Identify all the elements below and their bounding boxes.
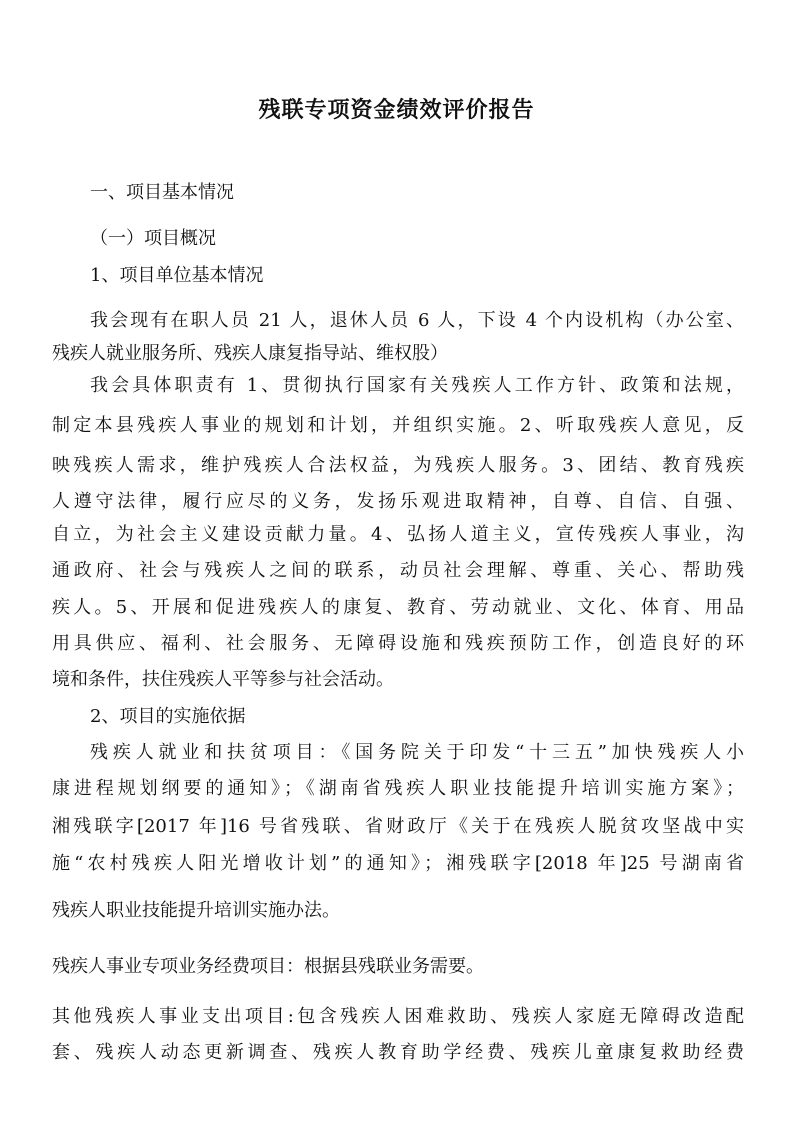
paragraph-line: 残疾人事业专项业务经费项目：根据县残联业务需要。 <box>52 956 484 977</box>
heading-1-1-2: 2、项目的实施依据 <box>90 706 246 727</box>
paragraph-line: 施“农村残疾人阳光增收计划”的通知》；湘残联字[2018 年]25 号湖南省 <box>52 853 744 874</box>
heading-1-1-1: 1、项目单位基本情况 <box>90 265 264 286</box>
paragraph-line: 疾人。5、开展和促进残疾人的康复、教育、劳动就业、文化、体育、用品 <box>52 597 744 618</box>
paragraph-line: 残疾人就业和扶贫项目：《国务院关于印发“十三五”加快残疾人小 <box>90 742 744 763</box>
paragraph-line: 映残疾人需求，维护残疾人合法权益，为残疾人服务。3、团结、教育残疾 <box>52 455 744 476</box>
paragraph-line: 我会具体职责有 1、贯彻执行国家有关残疾人工作方针、政策和法规， <box>90 375 744 396</box>
paragraph-line: 残疾人职业技能提升培训实施办法。 <box>52 900 340 921</box>
paragraph-line: 我会现有在职人员 21 人，退休人员 6 人，下设 4 个内设机构（办公室、 <box>90 310 744 331</box>
paragraph-line: 残疾人就业服务所、残疾人康复指导站、维权股） <box>52 343 448 364</box>
heading-1-1: （一）项目概况 <box>90 228 216 249</box>
paragraph-line: 其他残疾人事业支出项目:包含残疾人困难救助、残疾人家庭无障碍改造配 <box>52 1006 744 1027</box>
paragraph-line: 人遵守法律，履行应尽的义务，发扬乐观进取精神，自尊、自信、自强、 <box>52 491 744 512</box>
paragraph-line: 制定本县残疾人事业的规划和计划，并组织实施。2、听取残疾人意见，反 <box>52 415 744 436</box>
paragraph-line: 境和条件，扶住残疾人平等参与社会活动。 <box>52 669 394 690</box>
paragraph-line: 通政府、社会与残疾人之间的联系，动员社会理解、尊重、关心、帮助残 <box>52 560 744 581</box>
paragraph-line: 湘残联字[2017 年]16 号省残联、省财政厅《关于在残疾人脱贫攻坚战中实 <box>52 816 744 837</box>
paragraph-line: 康进程规划纲要的通知》；《湖南省残疾人职业技能提升培训实施方案》； <box>52 778 744 799</box>
paragraph-line: 套、残疾人动态更新调查、残疾人教育助学经费、残疾儿童康复救助经费 <box>52 1042 744 1063</box>
paragraph-line: 用具供应、福利、社会服务、无障碍设施和残疾预防工作，创造良好的环 <box>52 633 744 654</box>
paragraph-line: 自立，为社会主义建设贡献力量。4、弘扬人道主义，宣传残疾人事业，沟 <box>52 524 744 545</box>
page-title: 残联专项资金绩效评价报告 <box>258 98 535 123</box>
heading-1: 一、项目基本情况 <box>90 182 234 203</box>
